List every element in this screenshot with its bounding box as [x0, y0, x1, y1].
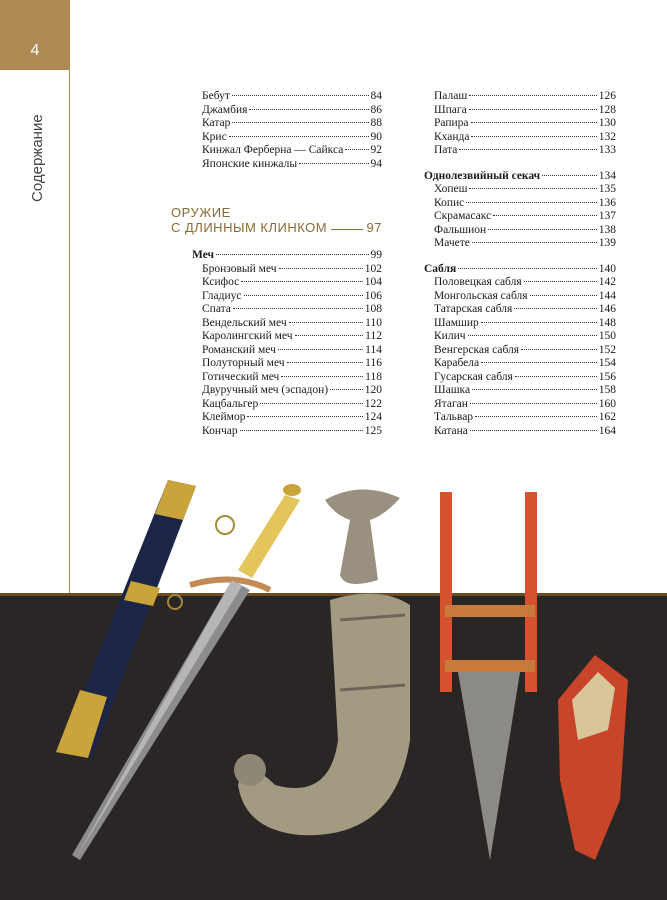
toc-entry[interactable]: Катар 88	[202, 117, 382, 129]
toc-entry[interactable]: Татарская сабля 146	[434, 303, 616, 315]
toc-entry[interactable]: Венгерская сабля 152	[434, 343, 616, 356]
toc-entry[interactable]: Карабела 154	[434, 357, 616, 369]
toc-entry[interactable]: Монгольская сабля 144	[434, 289, 616, 302]
toc-entry[interactable]: Полуторный меч 116	[202, 357, 382, 369]
toc-entry[interactable]: Кацбальгер 122	[202, 397, 382, 410]
section-heading[interactable]	[171, 205, 382, 235]
toc-entry[interactable]: Гусарская сабля 156	[434, 370, 616, 383]
page-number: 4	[30, 42, 40, 59]
toc-entry[interactable]: Кханда 132	[434, 130, 616, 143]
section-heading-line1: ОРУЖИЕ	[171, 205, 231, 220]
toc-main-entry[interactable]: Меч 99	[192, 249, 382, 261]
toc-entry[interactable]: Копис 136	[434, 196, 616, 209]
toc-entry[interactable]: Мачете 139	[434, 237, 616, 249]
toc-column-1-top	[202, 90, 382, 171]
toc-entry[interactable]: Японские кинжалы 94	[202, 157, 382, 170]
section-heading-page: 97	[366, 220, 382, 235]
toc-column-1-main	[192, 249, 382, 438]
toc-entry[interactable]: Двуручный меч (эспадон) 120	[202, 384, 382, 396]
weapons-illustration	[0, 440, 667, 900]
toc-entry[interactable]: Кончар 125	[202, 424, 382, 437]
toc-entry[interactable]: Спата 108	[202, 303, 382, 315]
toc-entry[interactable]: Ятаган 160	[434, 397, 616, 410]
toc-entry[interactable]: Крис 90	[202, 130, 382, 143]
toc-entry[interactable]: Хопеш 135	[434, 183, 616, 195]
toc-entry[interactable]: Фальшион 138	[434, 223, 616, 236]
toc-entry[interactable]: Кинжал Ферберна — Сайкса 92	[202, 144, 382, 156]
toc-entry[interactable]: Пата 133	[434, 144, 616, 156]
toc-entry[interactable]: Романский меч 114	[202, 343, 382, 356]
toc-entry[interactable]: Половецкая сабля 142	[434, 276, 616, 288]
toc-entry[interactable]: Шамшир 148	[434, 316, 616, 329]
side-title-text: Содержание	[29, 114, 46, 202]
toc-main-entry[interactable]: Однолезвийный секач 134	[424, 169, 616, 182]
toc-entry[interactable]: Рапира 130	[434, 117, 616, 129]
toc-entry[interactable]: Гладиус 106	[202, 289, 382, 302]
toc-entry[interactable]: Катана 164	[434, 424, 616, 437]
toc-entry[interactable]: Готический меч 118	[202, 370, 382, 383]
toc-entry[interactable]: Шпага 128	[434, 103, 616, 116]
section-heading-line2: С ДЛИННЫМ КЛИНКОМ	[171, 220, 328, 235]
toc-entry[interactable]: Тальвар 162	[434, 411, 616, 423]
toc-entry[interactable]: Джамбия 86	[202, 103, 382, 116]
toc-entry[interactable]: Вендельский меч 110	[202, 316, 382, 329]
toc-main-entry[interactable]: Сабля 140	[424, 262, 616, 275]
toc-entry[interactable]: Ксифос 104	[202, 276, 382, 288]
toc-entry[interactable]: Бронзовый меч 102	[202, 262, 382, 275]
toc-entry[interactable]: Каролингский меч 112	[202, 330, 382, 342]
side-title	[25, 90, 47, 200]
toc-column-2	[424, 90, 616, 438]
toc-entry[interactable]: Килич 150	[434, 330, 616, 342]
toc-entry[interactable]: Клеймор 124	[202, 411, 382, 423]
toc-entry[interactable]: Бебут 84	[202, 90, 382, 102]
toc-entry[interactable]: Шашка 158	[434, 384, 616, 396]
toc-entry[interactable]: Палаш 126	[434, 90, 616, 102]
katar-illustration	[440, 492, 628, 860]
toc-entry[interactable]: Скрамасакс 137	[434, 210, 616, 222]
scabbard-illustration	[56, 480, 234, 758]
